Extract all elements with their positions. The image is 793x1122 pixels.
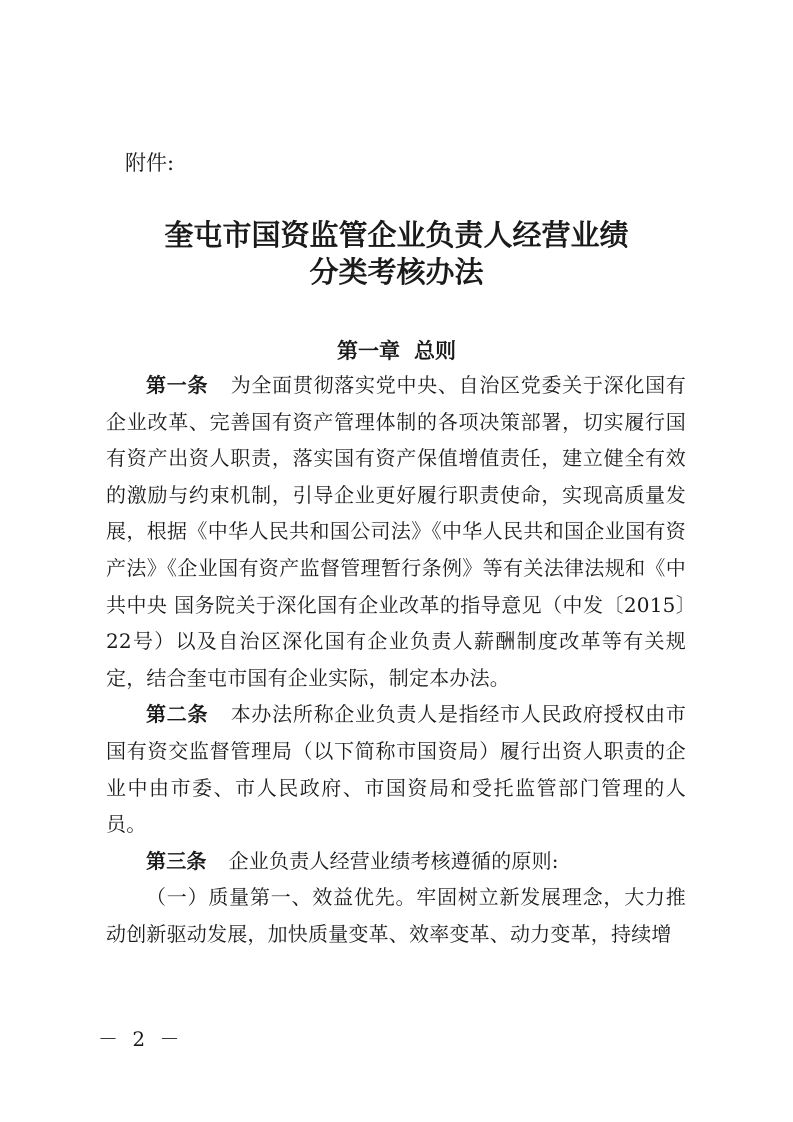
title-line-1: 奎屯市国资监管企业负责人经营业绩 <box>164 218 629 252</box>
article-3 <box>106 843 686 880</box>
clause-1 <box>106 879 686 952</box>
article-3-text: 企业负责人经营业绩考核遵循的原则: <box>228 848 559 873</box>
document-body <box>106 367 686 953</box>
article-1 <box>106 367 686 696</box>
article-1-label: 第一条 <box>146 373 209 397</box>
clause-1-text: （一）质量第一、效益优先。牢固树立新发展理念，大力推动创新驱动发展，加快质量变革、效率变革、动力变革，持续增 <box>106 885 686 946</box>
article-2 <box>106 696 686 842</box>
attachment-label: 附件: <box>125 151 175 175</box>
chapter-heading <box>0 336 793 366</box>
title-line-2: 分类考核办法 <box>309 255 484 289</box>
article-3-label: 第三条 <box>146 848 207 873</box>
document-title <box>0 217 793 291</box>
article-2-text: 本办法所称企业负责人是指经市人民政府授权由市国有资交监督管理局（以下简称市国资局）履行出资人职责的企业中由市委、市人民政府、市国资局和受托监管部门管理的人员。 <box>106 702 686 837</box>
chapter-number: 第一章 <box>337 339 400 363</box>
page-number: － 2 － <box>98 1027 184 1051</box>
chapter-name: 总则 <box>414 339 456 363</box>
article-2-label: 第二条 <box>146 702 209 727</box>
article-1-text: 为全面贯彻落实党中央、自治区党委关于深化国有企业改革、完善国有资产管理体制的各项决策部署，切实履行国有资产出资人职责，落实国有资产保值增值责任，建立健全有效的激励与约束机制，引导企业更好履行职责使命，实现高质量发展，根据《中华人民共和国公司法》《中华人民共和国企业国有资产法》《企业国有资产监督管理暂行条例》等有关法律法规和《中共中央 国务院关于深化国有企业改革的指导意见（中发〔2015〕22号）以及自治区深化国有企业负责人薪酬制度改革等有关规定，结合奎屯市国有企业实际，制定本办法。 <box>106 373 686 690</box>
